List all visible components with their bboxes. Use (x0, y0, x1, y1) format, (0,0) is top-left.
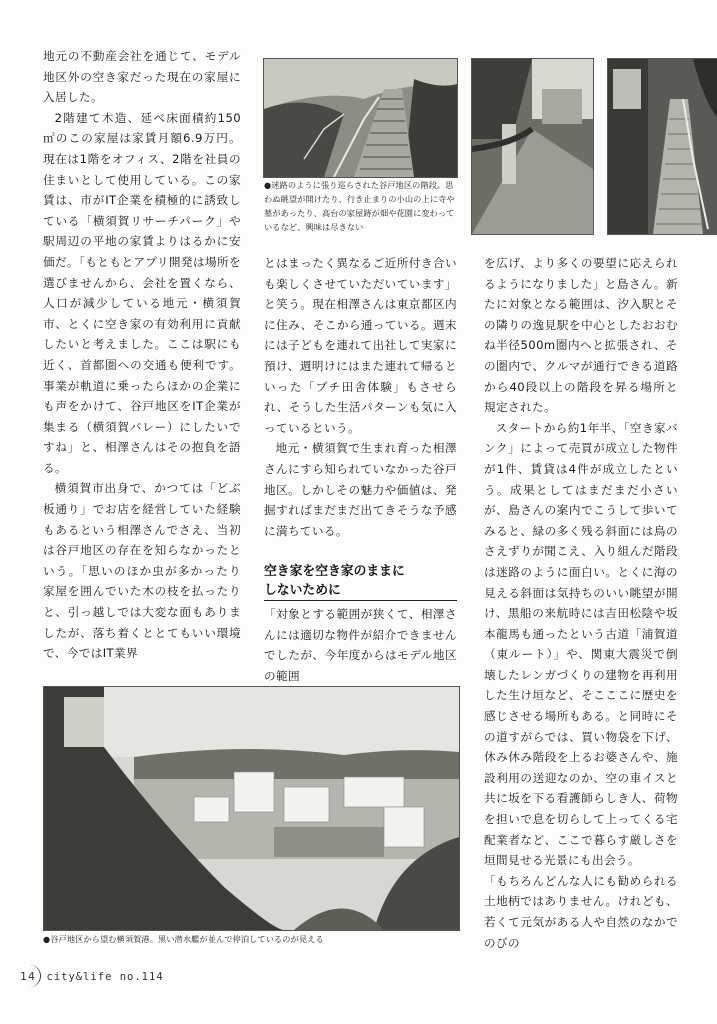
left-column (43, 46, 241, 664)
harbor-photo-caption: ●谷戸地区から望む横須賀港。黒い潜水艦が並んで停泊しているのが見える (43, 934, 324, 944)
lane-photo (471, 58, 594, 235)
paragraph: 「もちろんどんな人にも勧められる土地柄ではありません。けれども、若くて元気がある人や自然のなかでのびの (484, 873, 678, 950)
section-heading (264, 562, 448, 600)
page-number: 14 (20, 970, 36, 983)
harbor-illustration (44, 687, 459, 930)
right-column (484, 253, 678, 953)
paragraph: 2階建て木造、延べ床面積約150㎡のこの家屋は家賃月額6.9万円。現在は1階をオフィス、2階を社員の住まいとして使用している。この家賃は、市がIT企業を積極的に誘致している「横須賀リサーチパーク」や駅周辺の平地の家賃よりはるかに安価だ。「もともとアプリ開発は場所を選びませんから、会社を置くなら、人口が減少している地元・横須賀市、とくに空き家の有効利用に貢献したいと考えました。ここは駅にも近く、首都圏への交通も便利です。事業が軌道に乗ったらほかの企業にも声をかけて、谷戸地区をIT企業が集まる（横須賀バレー）にしたいですね」と、相澤さんはその抱負を語る。 (43, 110, 241, 475)
paragraph: スタートから約1年半、「空き家バンク」によって売買が成立した物件が1件、賃貸は4件が成立したという。成果としてはまだまだ小さいが、島さんの案内でこうして歩いてみると、緑の多く残る斜面には鳥のさえずりが聞こえ、入り組んだ階段は迷路のように面白い。とくに海の見える斜面は気持ちのいい眺望が開け、黒船の来航時には吉田松陰や坂本龍馬も通ったという古道「浦賀道（東ルート）」や、関東大震災で倒壊したレンガづくりの建物を再利用した生け垣など、そこここに歴史を感じさせる場所もある。と同時にその道すがらでは、買い物袋を下げ、休み休み階段を上るお婆さんや、施設利用の送迎なのか、空の車イスと共に坂を下る看護師らしき人、荷物を担いで息を切らして上ってくる宅配業者など、ここで暮らす厳しさを垣間見せる光景にも出会う。 (484, 420, 678, 868)
section-heading-line: 空き家を空き家のままに (264, 564, 405, 579)
steep-stairs-photo (607, 58, 717, 235)
paragraph: を広げ、より多くの要望に応えられるようになりました」と島さん。新たに対象となる範囲は、汐入駅とその隣りの逸見駅を中心としたおおむね半径500m圏内へと拡張され、その圏内で、クルマが通行できる道路から40段以上の階段を昇る場所と規定された。 (484, 256, 678, 415)
paragraph: とはまったく異なるご近所付き合いも楽しくさせていただいています」と笑う。現在相澤さんは東京都区内に住み、そこから通っている。週末には子どもを連れて出社して実家に預け、週明けにはまた連れて帰るといった「プチ田舎体験」もさせられ、そうした生活パターンも気に入っているという。 (264, 256, 457, 435)
stairs-photo (263, 58, 458, 178)
middle-column-continued (264, 604, 457, 686)
lane-illustration (472, 59, 593, 234)
stairs-illustration (264, 59, 457, 177)
paragraph: 地元・横須賀で生まれ育った相澤さんにすら知られていなかった谷戸地区。しかしその魅力や価値は、発掘すればまだまだ出てきそうな予感に満ちている。 (264, 441, 457, 538)
section-heading-line: しないために (264, 583, 341, 598)
paragraph: 「対象とする範囲が狭くて、相澤さんには適切な物件が紹介できませんでしたが、今年度からはモデル地区の範囲 (264, 607, 457, 683)
heading-divider (264, 600, 457, 601)
stairs-photo-caption: ●迷路のように張り巡らされた谷戸地区の階段。思わぬ眺望が開けたり、行き止まりの小山の上に寺や墓があったり、高台の家屋跡が畑や花園に変わっているなど、興味は尽きない (264, 180, 455, 232)
steep-stairs-illustration (608, 59, 717, 234)
harbor-photo (43, 686, 460, 931)
paragraph: 横須賀市出身で、かつては「どぶ板通り」でお店を経営していた経験もあるという相澤さんでさえ、当初は谷戸地区の存在を知らなかったという。「思いのほか虫が多かったり家屋を囲んでいた木の枝を払ったりと、引っ越しでは大変な面もありましたが、落ち着くととてもいい環境で、今ではIT業界 (43, 481, 241, 661)
magazine-name: city&life no.114 (46, 971, 164, 983)
middle-column (264, 253, 457, 541)
paragraph: 地元の不動産会社を通じて、モデル地区外の空き家だった現在の家屋に入居した。 (43, 49, 241, 105)
page-footer (20, 970, 164, 983)
